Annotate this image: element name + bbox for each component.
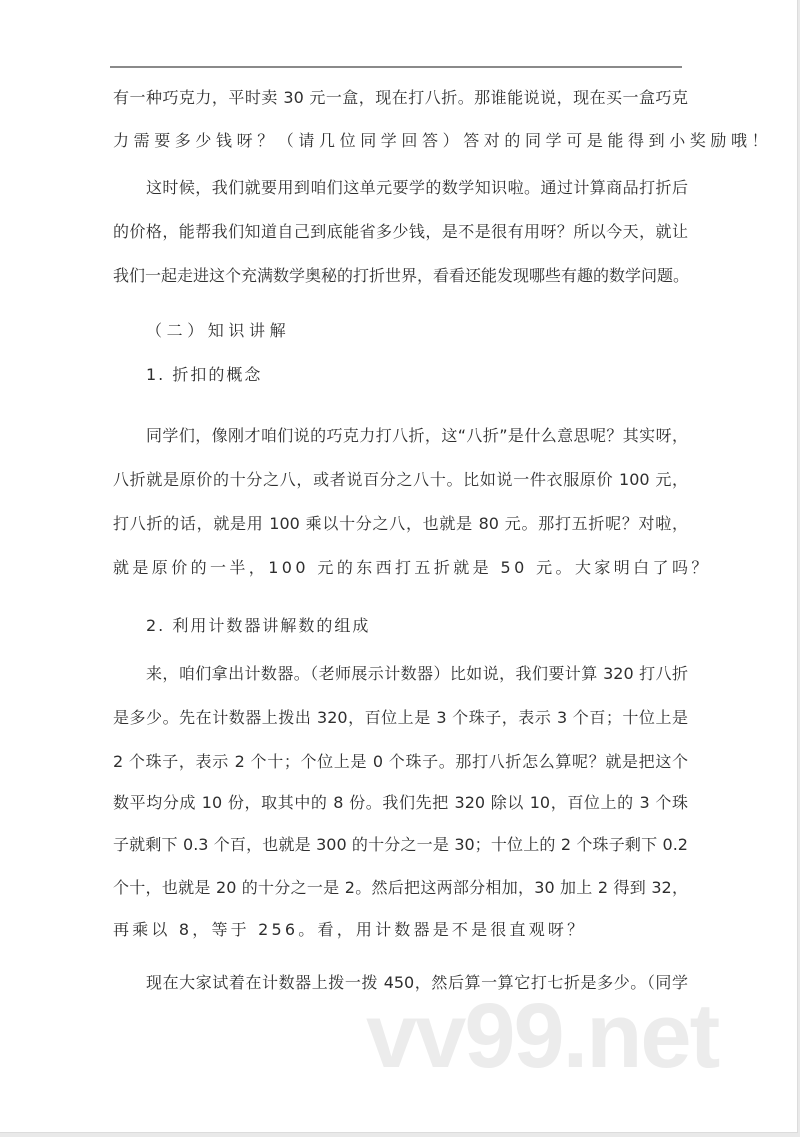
text-line: 数平均分成 10 份，取其中的 8 份。我们先把 320 除以 10，百位上的 3 个珠 (113, 793, 688, 812)
text-line: 2 个珠子，表示 2 个十；个位上是 0 个珠子。那打八折怎么算呢？就是把这个 (113, 752, 688, 771)
text-line: 力需要多少钱呀？（请几位同学回答）答对的同学可是能得到小奖励哦！ (113, 131, 773, 150)
text-line: 再乘以 8，等于 256。看，用计数器是不是很直观呀？ (113, 920, 587, 939)
text-line: 同学们，像刚才咱们说的巧克力打八折，这“八折”是什么意思呢？其实呀， (146, 426, 688, 445)
text-line: 的价格，能帮我们知道自己到底能省多少钱，是不是很有用呀？所以今天，就让 (113, 222, 688, 241)
watermark: vv99.net (366, 985, 719, 1087)
subsection-heading: 2. 利用计数器讲解数的组成 (146, 616, 371, 635)
text-line: 打八折的话，就是用 100 乘以十分之八，也就是 80 元。那打五折呢？对啦， (113, 514, 688, 533)
text-line: 就是原价的一半，100 元的东西打五折就是 50 元。大家明白了吗？ (113, 558, 711, 577)
header-rule (110, 66, 682, 68)
text-line: 这时候，我们就要用到咱们这单元要学的数学知识啦。通过计算商品打折后 (146, 178, 688, 197)
text-line: 来，咱们拿出计数器。（老师展示计数器）比如说，我们要计算 320 打八折 (146, 664, 688, 683)
text-line: 现在大家试着在计数器上拨一拨 450，然后算一算它打七折是多少。（同学 (146, 973, 688, 992)
section-heading: （二）知识讲解 (146, 321, 291, 340)
subsection-heading: 1. 折扣的概念 (146, 365, 263, 384)
text-line: 是多少。先在计数器上拨出 320，百位上是 3 个珠子，表示 3 个百；十位上是 (113, 708, 688, 727)
text-line: 八折就是原价的十分之八，或者说百分之八十。比如说一件衣服原价 100 元， (113, 470, 688, 489)
text-line: 我们一起走进这个充满数学奥秘的打折世界，看看还能发现哪些有趣的数学问题。 (113, 266, 690, 285)
text-line: 子就剩下 0.3 个百，也就是 300 的十分之一是 30；十位上的 2 个珠子剩下 0.2 (113, 835, 688, 854)
text-line: 有一种巧克力，平时卖 30 元一盒，现在打八折。那谁能说说，现在买一盒巧克 (113, 88, 688, 107)
text-line: 个十，也就是 20 的十分之一是 2。然后把这两部分相加，30 加上 2 得到 32， (113, 878, 688, 897)
